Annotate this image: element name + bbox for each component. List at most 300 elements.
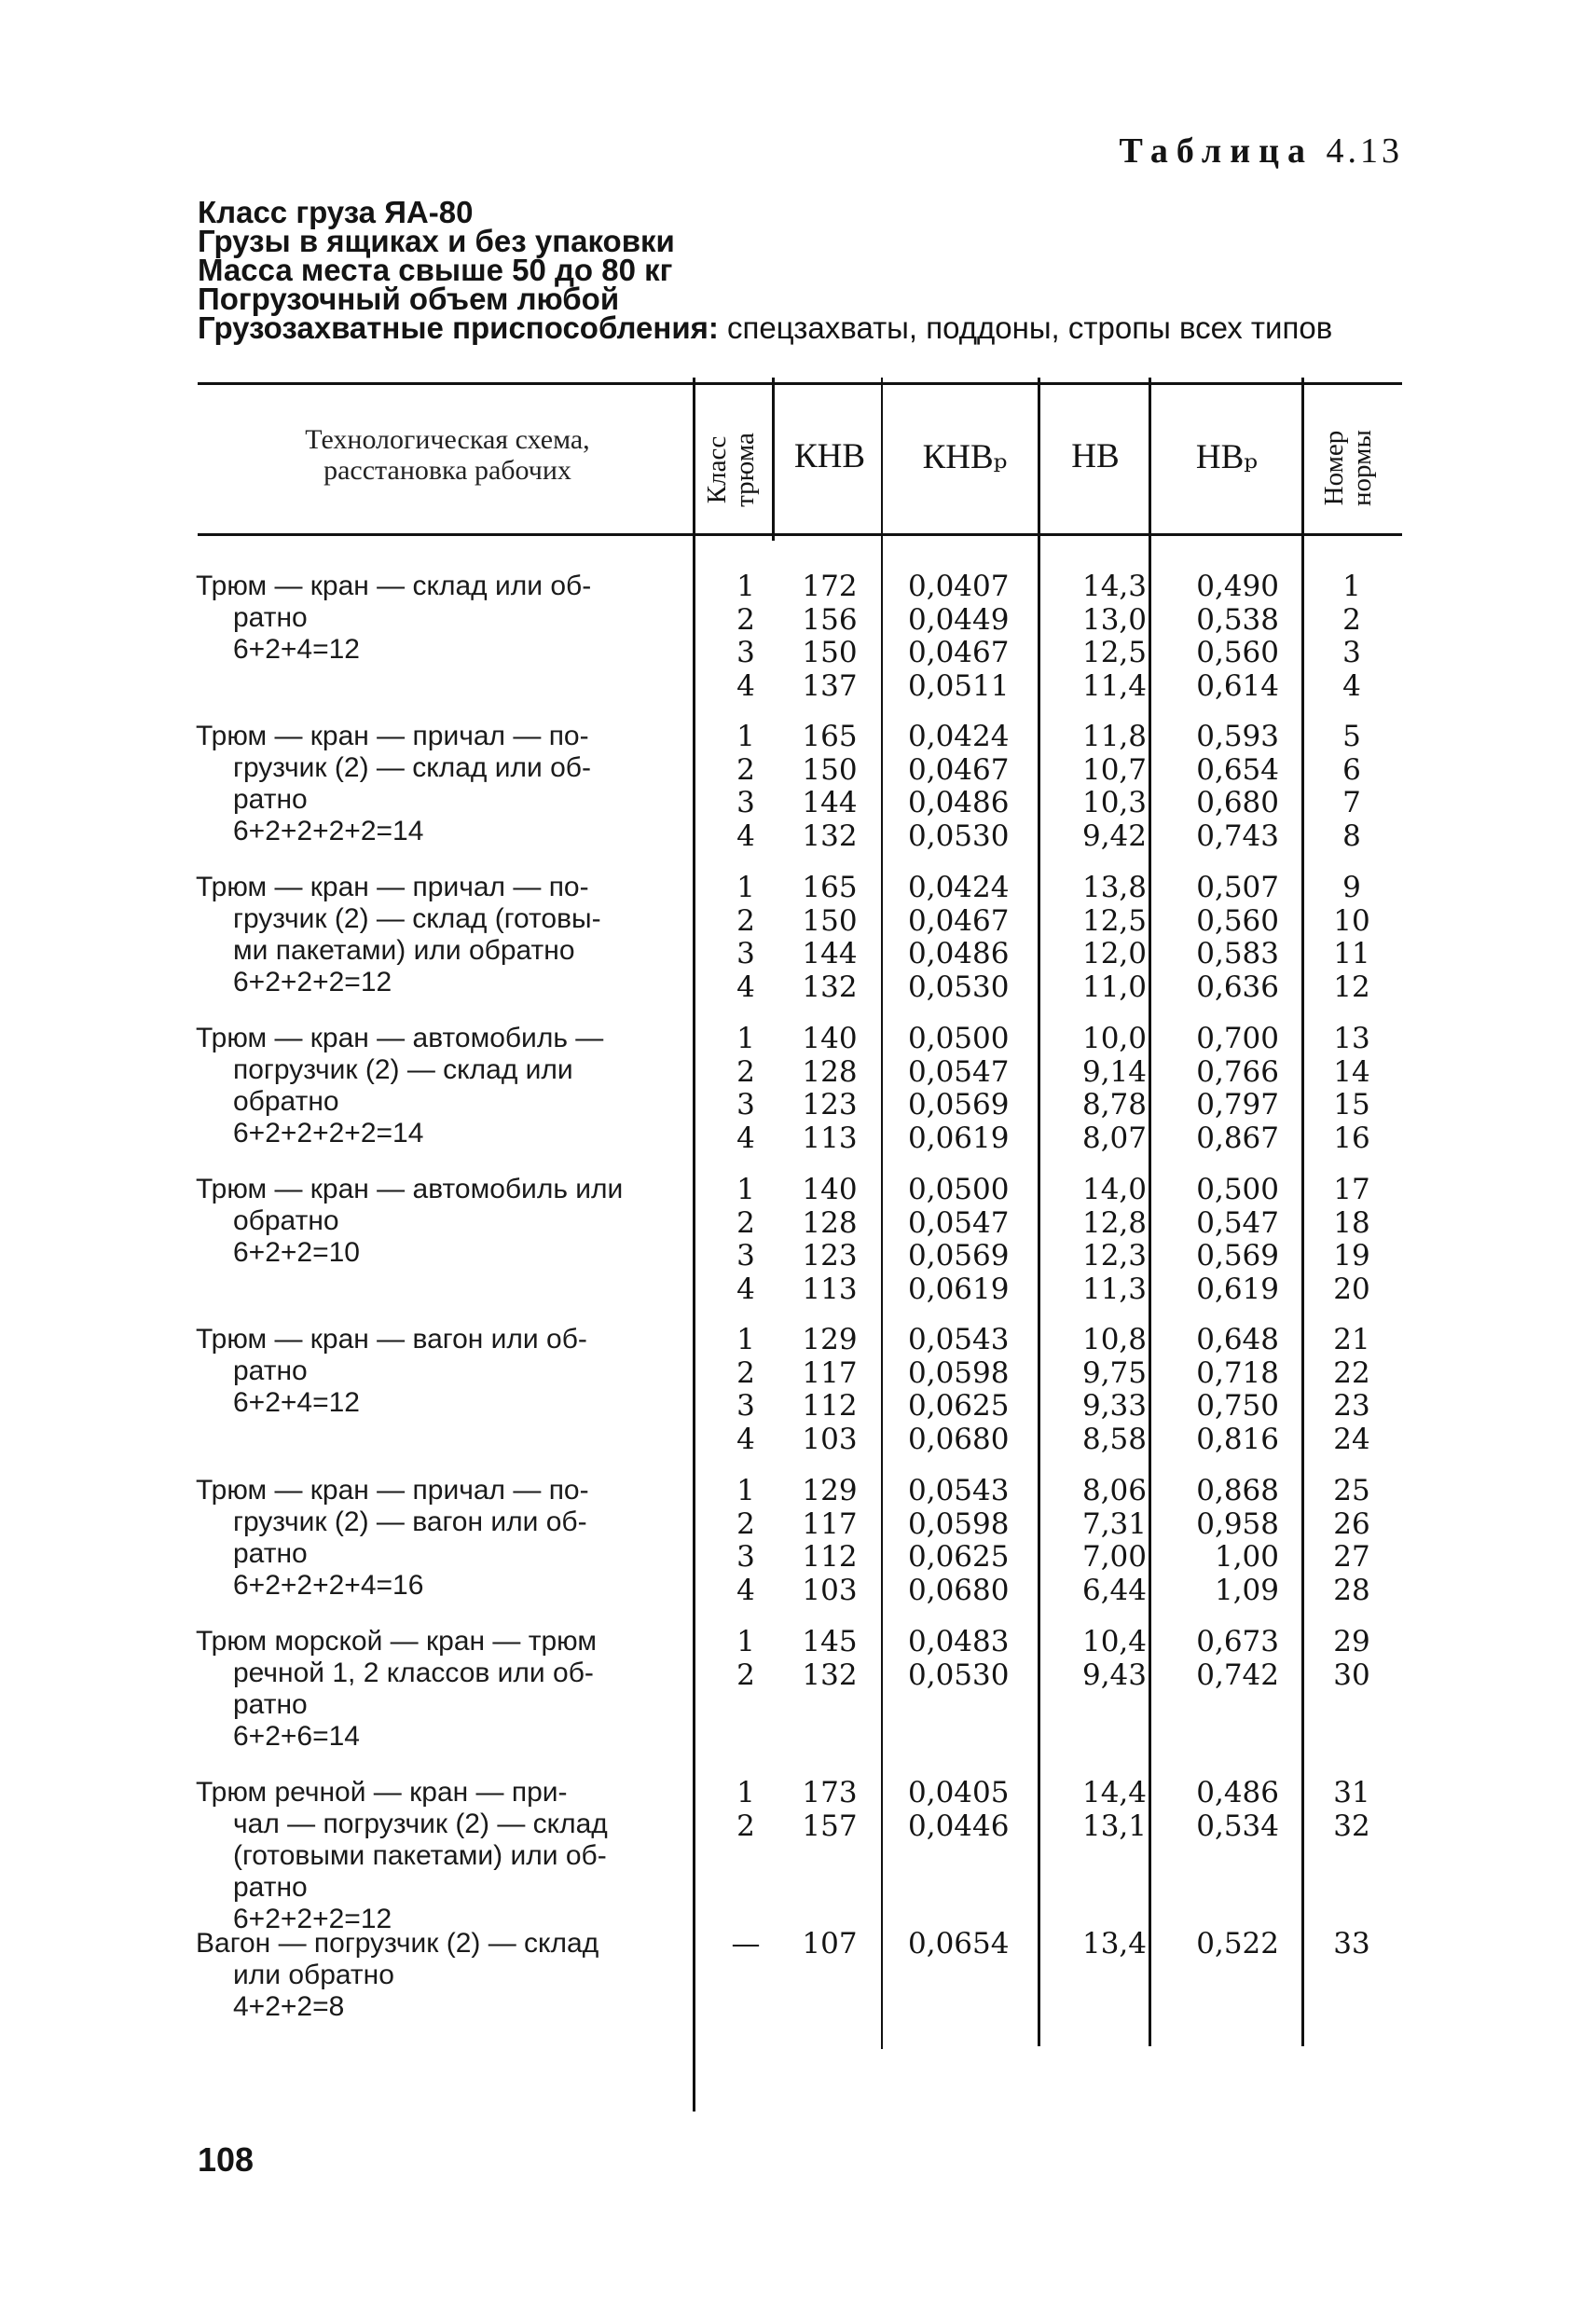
hold-class-cell: 1 bbox=[736, 1022, 755, 1055]
th-hold-class-line1: Класс bbox=[702, 435, 732, 504]
col-divider-class bbox=[772, 378, 775, 541]
knv-cell: 173 bbox=[802, 1776, 858, 1809]
scheme-line: Трюм — кран — вагон или об- bbox=[196, 1324, 587, 1355]
nvp-cell: 0,500 bbox=[1196, 1173, 1279, 1206]
norm-column bbox=[1319, 1023, 1384, 1155]
nvp-cell: 0,534 bbox=[1196, 1809, 1279, 1843]
knvp-column bbox=[904, 1324, 1020, 1456]
th-scheme bbox=[200, 424, 695, 486]
hold-class-column bbox=[727, 872, 764, 1004]
hold-class-column bbox=[727, 1777, 764, 1843]
nvp-cell: 0,700 bbox=[1196, 1022, 1279, 1055]
norm-cell: 18 bbox=[1333, 1205, 1370, 1240]
norm-cell: 2 bbox=[1342, 602, 1361, 637]
norm-cell: 13 bbox=[1333, 1022, 1370, 1055]
hold-class-column bbox=[727, 1174, 764, 1306]
col-divider-knv bbox=[881, 378, 883, 541]
norm-cell: 26 bbox=[1333, 1506, 1370, 1541]
norm-column bbox=[1319, 1324, 1384, 1456]
nvp-column bbox=[1176, 571, 1279, 703]
scheme-line: Трюм — кран — причал — по- bbox=[196, 872, 589, 902]
norm-cell: 11 bbox=[1333, 937, 1370, 970]
knvp-column bbox=[904, 1777, 1020, 1843]
norm-cell: 33 bbox=[1333, 1927, 1370, 1960]
norm-cell: 15 bbox=[1333, 1088, 1370, 1121]
nvp-cell: 0,619 bbox=[1196, 1272, 1279, 1306]
scheme-line: ратно bbox=[233, 1355, 308, 1386]
scheme-line: ратно bbox=[233, 602, 308, 633]
th-scheme-line1: Технологическая схема, bbox=[305, 424, 590, 455]
knv-cell: 123 bbox=[802, 1239, 858, 1272]
hold-class-cell: 4 bbox=[736, 818, 755, 853]
knvp-cell: 0,0511 bbox=[908, 668, 1010, 703]
knv-cell: 113 bbox=[802, 1121, 858, 1155]
knvp-cell: 0,0547 bbox=[908, 1205, 1010, 1240]
scheme-cell bbox=[196, 872, 695, 998]
knvp-cell: 0,0424 bbox=[908, 871, 1010, 904]
norm-cell: 31 bbox=[1333, 1776, 1370, 1809]
scheme-line: Трюм — кран — причал — по- bbox=[196, 721, 589, 751]
knvp-cell: 0,0467 bbox=[908, 903, 1010, 938]
norm-cell: 14 bbox=[1333, 1054, 1370, 1089]
norm-cell: 32 bbox=[1333, 1809, 1370, 1843]
nvp-cell: 0,654 bbox=[1196, 752, 1279, 787]
caption-number: 4.13 bbox=[1326, 131, 1403, 171]
nvp-cell: 0,569 bbox=[1196, 1239, 1279, 1272]
nvp-column bbox=[1176, 1324, 1279, 1456]
knvp-column bbox=[904, 1475, 1020, 1607]
hold-class-cell: 3 bbox=[736, 1088, 755, 1121]
scheme-line: 6+2+2+2+2=14 bbox=[233, 1118, 424, 1149]
scheme-cell bbox=[196, 1777, 695, 1935]
hold-class-column bbox=[727, 571, 764, 703]
hold-class-cell: 1 bbox=[736, 1474, 755, 1507]
norm-cell: 3 bbox=[1342, 636, 1361, 669]
norm-cell: 24 bbox=[1333, 1422, 1370, 1456]
col-divider-knv-body bbox=[881, 539, 883, 2049]
nvp-cell: 0,560 bbox=[1196, 903, 1279, 938]
knvp-cell: 0,0407 bbox=[908, 570, 1010, 603]
nv-cell: 13,0 bbox=[1081, 602, 1147, 637]
nv-cell: 8,06 bbox=[1081, 1474, 1147, 1507]
knvp-cell: 0,0598 bbox=[908, 1355, 1010, 1390]
knvp-cell: 0,0547 bbox=[908, 1054, 1010, 1089]
hold-class-cell: 2 bbox=[736, 1506, 755, 1541]
nv-cell: 10,8 bbox=[1081, 1323, 1147, 1356]
nvp-column bbox=[1176, 1475, 1279, 1607]
knv-cell: 117 bbox=[802, 1355, 858, 1390]
scheme-cell bbox=[196, 1174, 695, 1269]
hold-class-cell: 1 bbox=[736, 1625, 755, 1658]
nvp-cell: 0,593 bbox=[1196, 720, 1279, 753]
nvp-cell: 0,742 bbox=[1196, 1658, 1279, 1692]
scheme-line: грузчик (2) — склад или об- bbox=[233, 752, 591, 783]
table-caption bbox=[1063, 131, 1403, 172]
norm-cell: 5 bbox=[1342, 720, 1361, 753]
nvp-cell: 1,09 bbox=[1214, 1573, 1279, 1607]
nvp-column bbox=[1176, 1023, 1279, 1155]
hold-class-cell: 3 bbox=[736, 1389, 755, 1423]
knvp-cell: 0,0467 bbox=[908, 752, 1010, 787]
nv-cell: 11,8 bbox=[1081, 720, 1147, 753]
hold-class-column bbox=[727, 1324, 764, 1456]
nvp-column bbox=[1176, 872, 1279, 1004]
hold-class-cell: 4 bbox=[736, 1272, 755, 1306]
knvp-cell: 0,0424 bbox=[908, 720, 1010, 753]
hold-class-cell: 1 bbox=[736, 570, 755, 603]
hold-class-cell: 3 bbox=[736, 937, 755, 970]
knvp-cell: 0,0625 bbox=[908, 1540, 1010, 1574]
th-knvp: КНВₚ bbox=[922, 438, 1008, 476]
scheme-line: ратно bbox=[233, 784, 308, 815]
norm-cell: 21 bbox=[1333, 1323, 1370, 1356]
norm-cell: 22 bbox=[1333, 1355, 1370, 1390]
nv-cell: 14,3 bbox=[1081, 570, 1147, 603]
hold-class-cell: 2 bbox=[736, 1355, 755, 1390]
norm-cell: 28 bbox=[1333, 1573, 1370, 1607]
scheme-line: 6+2+2+2=12 bbox=[233, 967, 392, 997]
norm-column bbox=[1319, 1928, 1384, 1961]
scheme-line: ратно bbox=[233, 1538, 308, 1569]
norm-cell: 23 bbox=[1333, 1389, 1370, 1423]
norm-column bbox=[1319, 721, 1384, 853]
norm-cell: 16 bbox=[1333, 1121, 1370, 1155]
nv-cell: 12,3 bbox=[1081, 1239, 1147, 1272]
knvp-cell: 0,0543 bbox=[908, 1323, 1010, 1356]
knvp-cell: 0,0530 bbox=[908, 1658, 1010, 1692]
knv-cell: 150 bbox=[802, 903, 858, 938]
knvp-cell: 0,0680 bbox=[908, 1422, 1010, 1456]
hold-class-cell: 1 bbox=[736, 720, 755, 753]
norm-cell: 19 bbox=[1333, 1239, 1370, 1272]
nv-cell: 11,0 bbox=[1081, 970, 1147, 1004]
knv-cell: 172 bbox=[802, 570, 858, 603]
knvp-cell: 0,0569 bbox=[908, 1088, 1010, 1121]
nvp-column bbox=[1176, 721, 1279, 853]
nv-column bbox=[1044, 1777, 1147, 1843]
th-nvp: НВₚ bbox=[1195, 438, 1259, 476]
norm-cell: 8 bbox=[1342, 818, 1361, 853]
knv-column bbox=[792, 1777, 867, 1843]
knv-cell: 157 bbox=[802, 1809, 858, 1843]
nvp-cell: 0,648 bbox=[1196, 1323, 1279, 1356]
knv-cell: 128 bbox=[802, 1054, 858, 1089]
nv-cell: 13,8 bbox=[1081, 871, 1147, 904]
scheme-line: Трюм речной — кран — при- bbox=[196, 1777, 568, 1808]
devices-line bbox=[198, 310, 1410, 345]
hold-class-column bbox=[727, 1626, 764, 1692]
nv-cell: 9,14 bbox=[1081, 1054, 1147, 1089]
hold-class-cell: 1 bbox=[736, 1776, 755, 1809]
knv-cell: 165 bbox=[802, 720, 858, 753]
nv-column bbox=[1044, 1023, 1147, 1155]
knv-column bbox=[792, 1324, 867, 1456]
table-top-rule bbox=[198, 382, 1402, 385]
table-header-rule bbox=[198, 533, 1402, 536]
knv-column bbox=[792, 1023, 867, 1155]
scheme-line: 6+2+2+2+2=14 bbox=[233, 816, 424, 846]
nv-cell: 9,75 bbox=[1081, 1355, 1147, 1390]
knv-column bbox=[792, 872, 867, 1004]
knv-cell: 107 bbox=[802, 1927, 858, 1960]
scheme-line: чал — погрузчик (2) — склад bbox=[233, 1809, 608, 1839]
col-divider-nv bbox=[1149, 378, 1151, 2046]
scheme-cell bbox=[196, 1626, 695, 1753]
knvp-cell: 0,0486 bbox=[908, 786, 1010, 819]
scheme-line: Трюм — кран — автомобиль или bbox=[196, 1174, 624, 1204]
nvp-cell: 0,868 bbox=[1196, 1474, 1279, 1507]
knv-column bbox=[792, 571, 867, 703]
norm-cell: 1 bbox=[1342, 570, 1361, 603]
scheme-cell bbox=[196, 1475, 695, 1602]
knvp-cell: 0,0530 bbox=[908, 970, 1010, 1004]
norm-cell: 7 bbox=[1342, 786, 1361, 819]
nv-cell: 10,4 bbox=[1081, 1625, 1147, 1658]
header-line: Грузы в ящиках и без упаковки bbox=[198, 224, 675, 258]
knv-cell: 123 bbox=[802, 1088, 858, 1121]
nv-cell: 12,5 bbox=[1081, 636, 1147, 669]
hold-class-cell: 2 bbox=[736, 1658, 755, 1692]
knv-cell: 129 bbox=[802, 1474, 858, 1507]
th-knv: КНВ bbox=[793, 437, 866, 475]
scheme-line: грузчик (2) — склад (готовы- bbox=[233, 903, 601, 934]
nv-cell: 10,7 bbox=[1081, 752, 1147, 787]
scheme-line: 6+2+2+2+4=16 bbox=[233, 1570, 424, 1601]
knvp-cell: 0,0483 bbox=[908, 1625, 1010, 1658]
scheme-line: 6+2+2+2=12 bbox=[233, 1904, 392, 1934]
nv-column bbox=[1044, 872, 1147, 1004]
nv-column bbox=[1044, 571, 1147, 703]
knvp-cell: 0,0680 bbox=[908, 1573, 1010, 1607]
nv-column bbox=[1044, 1174, 1147, 1306]
nvp-cell: 0,680 bbox=[1196, 786, 1279, 819]
nv-cell: 11,4 bbox=[1081, 668, 1147, 703]
norm-cell: 25 bbox=[1333, 1474, 1370, 1507]
nv-cell: 14,4 bbox=[1081, 1776, 1147, 1809]
norm-column bbox=[1319, 1174, 1384, 1306]
nvp-cell: 0,636 bbox=[1196, 970, 1279, 1004]
knvp-cell: 0,0446 bbox=[908, 1809, 1010, 1843]
nvp-cell: 0,797 bbox=[1196, 1088, 1279, 1121]
scheme-line: 6+2+2=10 bbox=[233, 1237, 360, 1268]
norm-cell: 29 bbox=[1333, 1625, 1370, 1658]
scheme-line: ратно bbox=[233, 1689, 308, 1720]
scheme-cell bbox=[196, 571, 695, 666]
scheme-line: погрузчик (2) — склад или bbox=[233, 1054, 573, 1085]
knvp-cell: 0,0405 bbox=[908, 1776, 1010, 1809]
hold-class-cell: 2 bbox=[736, 752, 755, 787]
col-divider-knvp bbox=[1038, 378, 1040, 2046]
nv-cell: 7,31 bbox=[1081, 1506, 1147, 1541]
nvp-cell: 0,522 bbox=[1196, 1927, 1279, 1960]
nv-cell: 12,0 bbox=[1081, 937, 1147, 970]
norm-cell: 10 bbox=[1333, 903, 1370, 938]
hold-class-cell: 2 bbox=[736, 1205, 755, 1240]
knv-cell: 103 bbox=[802, 1573, 858, 1607]
th-nv: НВ bbox=[1071, 437, 1120, 475]
nv-column bbox=[1044, 721, 1147, 853]
scheme-cell bbox=[196, 1023, 695, 1149]
knvp-cell: 0,0449 bbox=[908, 602, 1010, 637]
nvp-cell: 0,673 bbox=[1196, 1625, 1279, 1658]
hold-class-cell: 4 bbox=[736, 1121, 755, 1155]
knvp-column bbox=[904, 1023, 1020, 1155]
hold-class-column bbox=[727, 721, 764, 853]
knvp-column bbox=[904, 1174, 1020, 1306]
nvp-cell: 0,560 bbox=[1196, 636, 1279, 669]
hold-class-cell: 4 bbox=[736, 668, 755, 703]
knv-cell: 156 bbox=[802, 602, 858, 637]
th-norm-line1: Номер bbox=[1319, 430, 1349, 506]
hold-class-cell: 1 bbox=[736, 1173, 755, 1206]
nvp-cell: 0,490 bbox=[1196, 570, 1279, 603]
knvp-cell: 0,0625 bbox=[908, 1389, 1010, 1423]
scheme-line: или обратно bbox=[233, 1960, 394, 1990]
knv-cell: 145 bbox=[802, 1625, 858, 1658]
knv-cell: 132 bbox=[802, 970, 858, 1004]
nvp-column bbox=[1176, 1777, 1279, 1843]
nvp-cell: 0,958 bbox=[1196, 1506, 1279, 1541]
knv-cell: 132 bbox=[802, 818, 858, 853]
nvp-cell: 0,486 bbox=[1196, 1776, 1279, 1809]
nv-cell: 10,3 bbox=[1081, 786, 1147, 819]
knv-cell: 150 bbox=[802, 636, 858, 669]
hold-class-column bbox=[727, 1023, 764, 1155]
hold-class-cell: 3 bbox=[736, 1239, 755, 1272]
knv-column bbox=[792, 1928, 867, 1961]
scheme-line: ми пакетами) или обратно bbox=[233, 935, 575, 966]
hold-class-cell: 2 bbox=[736, 903, 755, 938]
scheme-line: 4+2+2=8 bbox=[233, 1991, 345, 2022]
knv-cell: 112 bbox=[802, 1540, 858, 1574]
knv-cell: 128 bbox=[802, 1205, 858, 1240]
scheme-line: 6+2+4=12 bbox=[233, 1387, 360, 1418]
knvp-cell: 0,0598 bbox=[908, 1506, 1010, 1541]
knvp-cell: 0,0486 bbox=[908, 937, 1010, 970]
nv-cell: 7,00 bbox=[1081, 1540, 1147, 1574]
knvp-column bbox=[904, 721, 1020, 853]
caption-word: Таблица bbox=[1119, 131, 1314, 171]
nvp-cell: 0,750 bbox=[1196, 1389, 1279, 1423]
hold-class-cell: 3 bbox=[736, 1540, 755, 1574]
norm-cell: 6 bbox=[1342, 752, 1361, 787]
knv-column bbox=[792, 1475, 867, 1607]
knv-cell: 117 bbox=[802, 1506, 858, 1541]
knvp-cell: 0,0654 bbox=[908, 1927, 1010, 1960]
nv-cell: 8,07 bbox=[1081, 1121, 1147, 1155]
nvp-cell: 0,583 bbox=[1196, 937, 1279, 970]
th-hold-class-line2: трюма bbox=[730, 433, 760, 507]
th-norm-number bbox=[1320, 403, 1380, 533]
norm-cell: 4 bbox=[1342, 668, 1361, 703]
knvp-column bbox=[904, 872, 1020, 1004]
hold-class-column bbox=[727, 1928, 764, 1961]
scheme-cell bbox=[196, 1324, 695, 1419]
nv-cell: 12,5 bbox=[1081, 903, 1147, 938]
norm-column bbox=[1319, 872, 1384, 1004]
nv-cell: 9,33 bbox=[1081, 1389, 1147, 1423]
cargo-header bbox=[198, 195, 1410, 345]
nvp-cell: 0,718 bbox=[1196, 1355, 1279, 1390]
nvp-cell: 0,766 bbox=[1196, 1054, 1279, 1089]
knv-cell: 144 bbox=[802, 786, 858, 819]
th-hold-class bbox=[703, 400, 763, 540]
knvp-column bbox=[904, 571, 1020, 703]
scheme-line: обратно bbox=[233, 1086, 339, 1117]
norm-column bbox=[1319, 1626, 1384, 1692]
hold-class-column bbox=[727, 1475, 764, 1607]
nvp-column bbox=[1176, 1928, 1279, 1961]
knv-cell: 150 bbox=[802, 752, 858, 787]
col-divider-nvp bbox=[1301, 378, 1304, 2046]
devices-value: спецзахваты, поддоны, стропы всех типов bbox=[727, 310, 1333, 345]
norm-column bbox=[1319, 1475, 1384, 1607]
hold-class-cell: 2 bbox=[736, 1809, 755, 1843]
norm-cell: 12 bbox=[1333, 970, 1370, 1004]
nv-cell: 13,1 bbox=[1081, 1809, 1147, 1843]
knv-cell: 113 bbox=[802, 1272, 858, 1306]
header-line: Масса места свыше 50 до 80 кг bbox=[198, 253, 673, 287]
knv-cell: 112 bbox=[802, 1389, 858, 1423]
knv-cell: 137 bbox=[802, 668, 858, 703]
nv-cell: 9,42 bbox=[1081, 818, 1147, 853]
knv-cell: 144 bbox=[802, 937, 858, 970]
knv-cell: 140 bbox=[802, 1022, 858, 1055]
hold-class-cell: 4 bbox=[736, 1573, 755, 1607]
nvp-cell: 0,743 bbox=[1196, 818, 1279, 853]
nvp-column bbox=[1176, 1626, 1279, 1692]
nv-column bbox=[1044, 1928, 1147, 1961]
scheme-line: Трюм — кран — причал — по- bbox=[196, 1475, 589, 1506]
knv-cell: 129 bbox=[802, 1323, 858, 1356]
nv-cell: 6,44 bbox=[1081, 1573, 1147, 1607]
knvp-cell: 0,0500 bbox=[908, 1173, 1010, 1206]
scheme-line: речной 1, 2 классов или об- bbox=[233, 1658, 594, 1688]
norm-cell: 20 bbox=[1333, 1272, 1370, 1306]
nvp-cell: 0,538 bbox=[1196, 602, 1279, 637]
knv-cell: 132 bbox=[802, 1658, 858, 1692]
scheme-line: 6+2+6=14 bbox=[233, 1721, 360, 1752]
hold-class-cell: — bbox=[731, 1927, 761, 1960]
nv-column bbox=[1044, 1475, 1147, 1607]
knvp-cell: 0,0569 bbox=[908, 1239, 1010, 1272]
hold-class-cell: 4 bbox=[736, 1422, 755, 1456]
knvp-cell: 0,0619 bbox=[908, 1272, 1010, 1306]
knv-column bbox=[792, 1174, 867, 1306]
knvp-column bbox=[904, 1928, 1020, 1961]
knv-column bbox=[792, 1626, 867, 1692]
norm-cell: 9 bbox=[1342, 871, 1361, 904]
nvp-cell: 1,00 bbox=[1214, 1540, 1279, 1574]
norm-cell: 30 bbox=[1333, 1658, 1370, 1692]
scheme-line: обратно bbox=[233, 1205, 339, 1236]
hold-class-cell: 3 bbox=[736, 786, 755, 819]
nvp-cell: 0,547 bbox=[1196, 1205, 1279, 1240]
hold-class-cell: 1 bbox=[736, 1323, 755, 1356]
nv-cell: 11,3 bbox=[1081, 1272, 1147, 1306]
devices-label: Грузозахватные приспособления: bbox=[198, 310, 719, 345]
scheme-line: Трюм — кран — автомобиль — bbox=[196, 1023, 604, 1053]
norm-cell: 27 bbox=[1333, 1540, 1370, 1574]
knvp-cell: 0,0467 bbox=[908, 636, 1010, 669]
knvp-column bbox=[904, 1626, 1020, 1692]
scheme-cell bbox=[196, 721, 695, 847]
norm-column bbox=[1319, 571, 1384, 703]
hold-class-cell: 2 bbox=[736, 1054, 755, 1089]
knvp-cell: 0,0543 bbox=[908, 1474, 1010, 1507]
nvp-cell: 0,614 bbox=[1196, 668, 1279, 703]
scheme-line: (готовыми пакетами) или об- bbox=[233, 1840, 607, 1871]
